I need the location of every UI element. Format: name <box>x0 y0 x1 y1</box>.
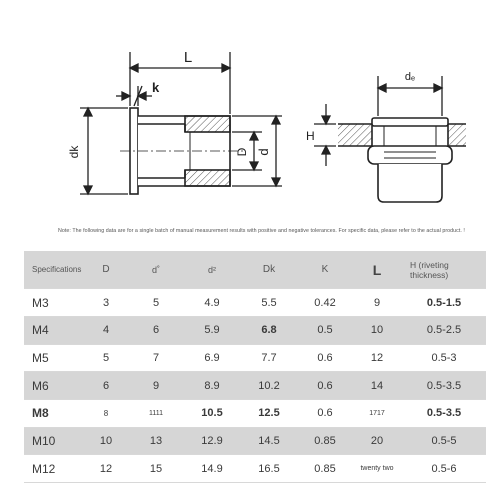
table-row <box>24 316 486 344</box>
cell-H: 0.5-2.5 <box>402 316 486 344</box>
cell-d-degree: 6 <box>128 316 184 344</box>
cell-L: 12 <box>352 344 402 372</box>
cell-D: 5 <box>84 344 128 372</box>
rivet-nut-section-view <box>120 108 245 194</box>
header-specifications: Specifications <box>24 251 84 289</box>
cell-d-squared: 14.9 <box>184 455 240 483</box>
cell-d-squared: 4.9 <box>184 289 240 317</box>
table-row <box>24 289 486 317</box>
cell-Dk: 16.5 <box>240 455 298 483</box>
cell-L: twenty two <box>352 455 402 483</box>
cell-d-degree: 7 <box>128 344 184 372</box>
cell-Dk: 6.8 <box>240 316 298 344</box>
dimension-k <box>116 86 152 106</box>
header-Dk: Dk <box>240 251 298 289</box>
cell-d-squared: 12.9 <box>184 427 240 455</box>
cell-D: 10 <box>84 427 128 455</box>
cell-K: 0.42 <box>298 289 352 317</box>
table-row <box>24 344 486 372</box>
cell-spec: M5 <box>24 344 84 372</box>
cell-spec: M8 <box>24 399 84 427</box>
header-d-degree: d˚ <box>128 251 184 289</box>
cell-H: 0.5-3.5 <box>402 372 486 400</box>
cell-K: 0.85 <box>298 455 352 483</box>
cell-H: 0.5-6 <box>402 455 486 483</box>
header-D: D <box>84 251 128 289</box>
cell-d-degree: 1111 <box>128 399 184 427</box>
cell-L: 10 <box>352 316 402 344</box>
measurement-note: Note: The following data are for a single batch of manual measurement results with positive and negative tolerances. For specific data, please refer to the actual product. ! <box>58 228 465 234</box>
cell-H: 0.5-3 <box>402 344 486 372</box>
table-row <box>24 372 486 400</box>
header-L: L <box>352 251 402 289</box>
cell-spec: M3 <box>24 289 84 317</box>
cell-K: 0.85 <box>298 427 352 455</box>
cell-spec: M10 <box>24 427 84 455</box>
cell-L: 9 <box>352 289 402 317</box>
cell-spec: M6 <box>24 372 84 400</box>
cell-D: 12 <box>84 455 128 483</box>
table-row <box>24 427 486 455</box>
cell-Dk: 5.5 <box>240 289 298 317</box>
cell-Dk: 12.5 <box>240 399 298 427</box>
specification-table <box>24 251 486 483</box>
cell-d-degree: 13 <box>128 427 184 455</box>
cell-D: 4 <box>84 316 128 344</box>
cell-H: 0.5-3.5 <box>402 399 486 427</box>
cell-spec: M12 <box>24 455 84 483</box>
label-D: D <box>235 147 249 157</box>
cell-K: 0.5 <box>298 316 352 344</box>
header-d-squared: d² <box>184 251 240 289</box>
cell-H: 0.5-1.5 <box>402 289 486 317</box>
table-row <box>24 399 486 427</box>
label-k: k <box>152 80 160 95</box>
rivet-nut-technical-drawing <box>0 0 500 230</box>
label-d: d <box>256 148 271 156</box>
dimension-L <box>130 52 230 114</box>
cell-d-degree: 9 <box>128 372 184 400</box>
header-K: K <box>298 251 352 289</box>
table-header-row <box>24 251 486 289</box>
cell-D: 3 <box>84 289 128 317</box>
cell-d-degree: 15 <box>128 455 184 483</box>
cell-L: 20 <box>352 427 402 455</box>
cell-K: 0.6 <box>298 372 352 400</box>
cell-D: 8 <box>84 399 128 427</box>
label-de: dₑ <box>404 71 416 83</box>
cell-spec: M4 <box>24 316 84 344</box>
label-H: H <box>306 129 315 143</box>
cell-d-squared: 8.9 <box>184 372 240 400</box>
cell-D: 6 <box>84 372 128 400</box>
label-dk: dk <box>67 145 81 159</box>
cell-K: 0.6 <box>298 344 352 372</box>
table-row <box>24 455 486 483</box>
cell-K: 0.6 <box>298 399 352 427</box>
cell-d-squared: 10.5 <box>184 399 240 427</box>
cell-L: 14 <box>352 372 402 400</box>
label-L: L <box>183 49 193 66</box>
cell-d-squared: 6.9 <box>184 344 240 372</box>
cell-Dk: 7.7 <box>240 344 298 372</box>
cell-d-squared: 5.9 <box>184 316 240 344</box>
cell-L: 1717 <box>352 399 402 427</box>
dimension-H <box>314 104 336 166</box>
cell-H: 0.5-5 <box>402 427 486 455</box>
header-H: H (riveting thickness) <box>402 251 486 289</box>
cell-Dk: 10.2 <box>240 372 298 400</box>
cell-Dk: 14.5 <box>240 427 298 455</box>
cell-d-degree: 5 <box>128 289 184 317</box>
rivet-nut-installed-view <box>338 118 466 202</box>
